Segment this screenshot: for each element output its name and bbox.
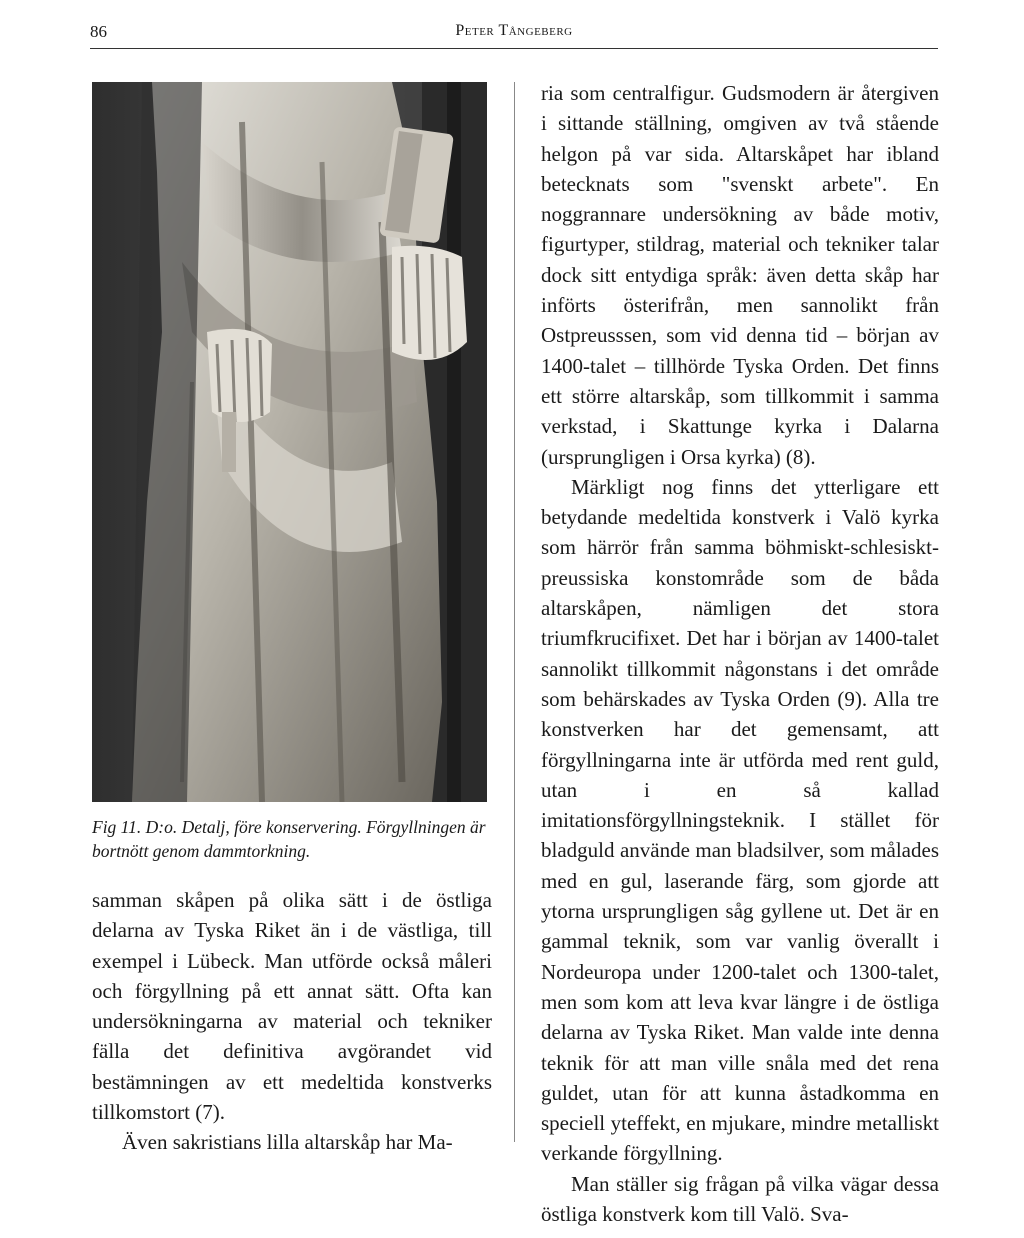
figure-caption: Fig 11. D:o. Detalj, före konservering. Förgyllningen är bortnött genom dammtorkning. — [92, 817, 486, 861]
right-paragraph-3: Man ställer sig frågan på vilka vägar dessa östliga konstverk kom till Valö. Sva- — [541, 1171, 939, 1226]
right-column — [541, 78, 939, 1229]
left-paragraph-2: Även sakristians lilla altarskåp har Ma- — [122, 1130, 453, 1155]
page-header — [90, 22, 938, 49]
right-paragraph-1: ria som centralfigur. Gudsmodern är återgiven i sittande ställning, omgiven av två stående helgon på var sida. Altarskåpet har ibland betecknats som "svenskt arbete". En noggrannare undersökning av både motiv, figurtyper, stildrag, material och tekniker talar dock sitt entydiga språk: även detta skåp har införts österifrån, men sannolikt från Ostpreusssen, som vid denna tid – början av 1400-talet – tillhörde Tyska Orden. Det finns ett större altarskåp, som tillkommit i samma verkstad, i Skattunge kyrka i Dalarna (ursprungligen i Orsa kyrka) (8). — [541, 81, 939, 469]
sculpture-photo — [92, 82, 487, 802]
running-head: Peter Tångeberg — [455, 22, 573, 39]
left-paragraph-1: samman skåpen på olika sätt i de östliga delarna av Tyska Riket än i de västliga, till exempel i Lübeck. Man utförde också måleri och förgyllning på ett annat sätt. Ofta kan undersökningarna av material och tekniker fälla det definitiva avgörandet vid bestämningen av ett medeltida konstverks tillkomstort (7). — [92, 888, 492, 1125]
left-column — [92, 885, 492, 1158]
page-number: 86 — [90, 22, 107, 41]
right-paragraph-2: Märkligt nog finns det ytterligare ett betydande medeltida konstverk i Valö kyrka som härrör från samma böhmiskt-schlesiskt-preussiska konstområde som de båda altarskåpen, nämligen det stora triumfkrucifixet. Det har i början av 1400-talet sannolikt tillkommit någonstans i det område som behärskades av Tyska Orden (9). Alla tre konstverken har det gemensamt, att förgyllningarna inte är utförda med rent guld, utan i en så kallad imitationsförgyllningsteknik. I stället för bladguld använde man bladsilver, som målades med en gul, laserande färg, som gjorde att ytorna ursprungligen såg gyllene ut. Det är en gammal teknik, som var vanlig överallt i Nordeuropa under 1200-talet och 1300-talet, men som kom att leva kvar längre i de östliga delarna av Tyska Riket. Man valde inte denna teknik för att man ville snåla med det rena guldet, utan för att kunna åstadkomma en speciell yteffekt, en mjukare, mindre metalliskt verkande förgyllning. — [541, 474, 939, 1166]
column-divider — [514, 82, 515, 1142]
